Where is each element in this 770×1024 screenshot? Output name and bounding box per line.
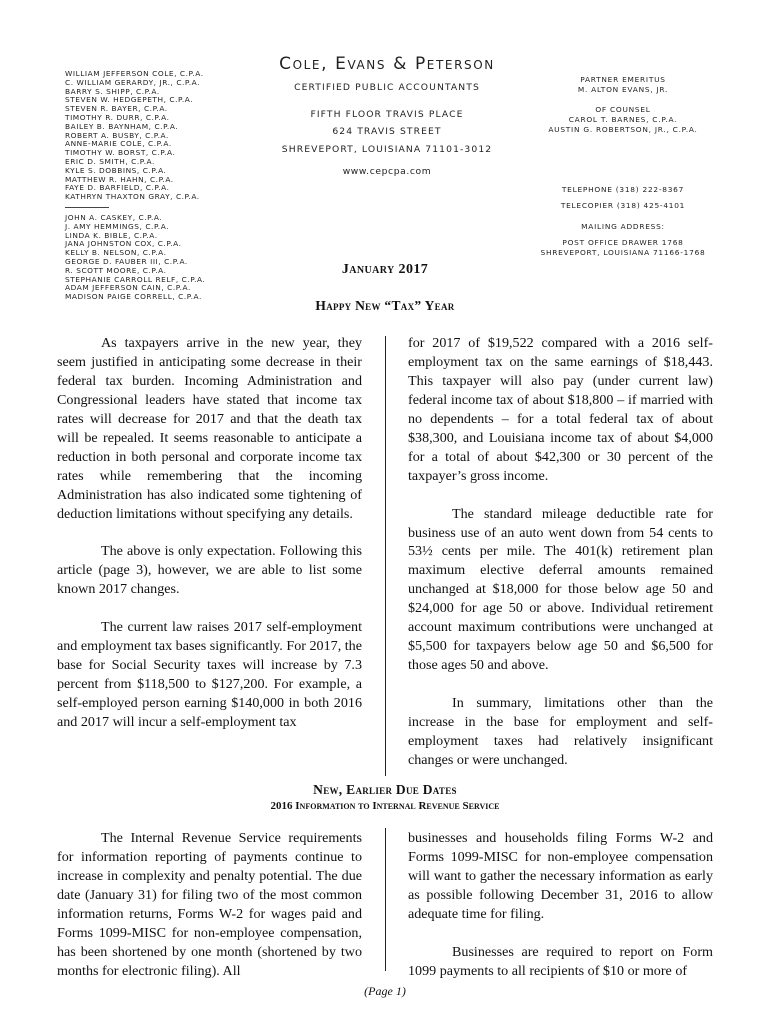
article-1-title: Happy New “Tax” Year xyxy=(315,298,455,313)
partner-name: MADISON PAIGE CORRELL, C.P.A. xyxy=(65,292,202,302)
partner-name: GEORGE D. FAUBER III, C.P.A. xyxy=(65,256,188,266)
mailing-title: MAILING ADDRESS: xyxy=(581,222,665,231)
partner-name: KYLE S. DOBBINS, C.P.A. xyxy=(65,165,167,175)
address-line-1: FIFTH FLOOR TRAVIS PLACE xyxy=(310,109,464,120)
paragraph: The above is only expectation. Following this article (page 3), however, we are able to list some known 2017 changes. xyxy=(57,543,362,598)
partner-name: LINDA K. BIBLE, C.P.A. xyxy=(65,230,158,240)
paragraph-continuation: for 2017 of $19,522 compared with a 2016 self-employment tax on the same earnings of $18,443. This taxpayer will also pay (under current law) federal income tax of about $18,800 – if married with no dependents – for a total federal tax of about $38,300, and Louisiana income tax of about $4,000 for a total of about $42,300 or 30 percent of the taxpayer’s gross income. xyxy=(408,335,713,484)
emeritus-name: M. ALTON EVANS, JR. xyxy=(577,84,669,94)
telephone: TELEPHONE (318) 222-8367 xyxy=(561,185,685,194)
paragraph-continuation: businesses and households filing Forms W-2 and Forms 1099-MISC for non-employee compensation will want to gather the necessary information as early as possible following December 31, 2016 to allow adequate time for filing. xyxy=(408,830,713,922)
partner-name: STEPHANIE CARROLL RELF, C.P.A. xyxy=(65,274,206,284)
article-2-right-column xyxy=(408,829,713,981)
partner-name: ROBERT A. BUSBY, C.P.A. xyxy=(65,130,169,140)
partner-name: BARRY S. SHIPP, C.P.A. xyxy=(65,86,160,96)
partner-name: STEVEN W. HEDGEPETH, C.P.A. xyxy=(65,95,194,105)
page-number: (Page 1) xyxy=(364,984,406,998)
article-2-title: New, Earlier Due Dates xyxy=(313,782,457,797)
emeritus-title: PARTNER EMERITUS xyxy=(580,75,666,84)
mailing-line-2: SHREVEPORT, LOUISIANA 71166-1768 xyxy=(540,247,706,257)
emeritus-block xyxy=(520,75,726,95)
paragraph: The Internal Revenue Service requirements for information reporting of payments continue to increase in complexity and penalty potential. The due date (January 31) for filing two of the most common information returns, Forms W-2 for wages paid and Forms 1099-MISC for non-employee compensation, has been shortened by one month (shortened by two months for electronic filing). All xyxy=(57,830,362,979)
telecopier: TELECOPIER (318) 425-4101 xyxy=(560,200,686,210)
mailing-line-1: POST OFFICE DRAWER 1768 xyxy=(562,237,684,247)
partner-name: WILLIAM JEFFERSON COLE, C.P.A. xyxy=(65,69,204,78)
partner-name: ADAM JEFFERSON CAIN, C.P.A. xyxy=(65,283,191,293)
address-line-2: 624 TRAVIS STREET xyxy=(332,126,442,137)
paragraph: Businesses are required to report on Form 1099 payments to all recipients of $10 or more of xyxy=(408,943,713,979)
column-divider xyxy=(385,336,386,776)
paragraph: In summary, limitations other than the increase in the base for employment and self-employment taxes had relatively insignificant changes or were unchanged. xyxy=(408,695,713,768)
date-heading: January 2017 xyxy=(341,262,429,277)
partner-divider xyxy=(65,207,109,208)
mailing-block xyxy=(520,222,726,257)
partner-name: TIMOTHY R. DURR, C.P.A. xyxy=(65,112,170,122)
partner-name: R. SCOTT MOORE, C.P.A. xyxy=(65,265,167,275)
paragraph: The current law raises 2017 self-employment and employment tax bases significantly. For 2017, the base for Social Security taxes will increase by 7.3 percent from $118,500 to $127,200. For example, a self-employed person earning $140,000 in both 2016 and 2017 will incur a self-employment tax xyxy=(57,619,362,731)
partner-name: JOHN A. CASKEY, C.P.A. xyxy=(65,212,163,222)
article-1-right-column xyxy=(408,334,713,770)
partner-name: ANNE-MARIE COLE, C.P.A. xyxy=(65,139,172,149)
partner-name: C. WILLIAM GERARDY, JR., C.P.A. xyxy=(65,77,201,87)
article-2-subtitle: 2016 Information to Internal Revenue Service xyxy=(270,800,500,812)
firm-website[interactable]: www.cepcpa.com xyxy=(342,166,432,177)
partner-name: STEVEN R. BAYER, C.P.A. xyxy=(65,104,168,114)
partner-name: KELLY B. NELSON, C.P.A. xyxy=(65,248,167,258)
article-1-left-column xyxy=(57,334,362,732)
contact-block xyxy=(520,185,726,211)
partner-name: JANA JOHNSTON COX, C.P.A. xyxy=(65,239,182,249)
firm-name: Cole, Evans & Peterson xyxy=(279,54,495,74)
article-2-left-column xyxy=(57,829,362,981)
firm-tagline: CERTIFIED PUBLIC ACCOUNTANTS xyxy=(294,82,480,93)
counsel-name: CAROL T. BARNES, C.P.A. xyxy=(568,114,678,124)
paragraph: As taxpayers arrive in the new year, they seem justified in anticipating some decrease in their federal tax burden. Incoming Administration and Congressional leaders have stated that income tax rates will decrease for 2017 and that the death tax will be repealed. It seems reasonable to anticipate a reduction in both personal and corporate income tax rates while remembering that the incoming Administration has also indicated some tightening of deduction limitations without specifying any details. xyxy=(57,335,362,522)
column-divider xyxy=(385,828,386,971)
counsel-block xyxy=(520,105,726,134)
partner-name: MATTHEW R. HAHN, C.P.A. xyxy=(65,174,174,184)
paragraph: The standard mileage deductible rate for business use of an auto went down from 54 cents to 53½ cents per mile. The 401(k) retirement plan maximum elective deferral amounts remained unchanged at $18,000 for those below age 50 and $24,000 for age 50 or above. Individual retirement account maximum contributions were unchanged at $5,500 for taxpayers below age 50 and $6,500 for those ages 50 and above. xyxy=(408,505,713,674)
partner-name: ERIC D. SMITH, C.P.A. xyxy=(65,156,155,166)
address-line-3: SHREVEPORT, LOUISIANA 71101-3012 xyxy=(281,144,493,155)
partner-list xyxy=(65,70,255,302)
partner-name: J. AMY HEMMINGS, C.P.A. xyxy=(65,221,170,231)
partner-name: BAILEY B. BAYNHAM, C.P.A. xyxy=(65,121,179,131)
partner-name: KATHRYN THAXTON GRAY, C.P.A. xyxy=(65,192,200,202)
partner-name: FAYE D. BARFIELD, C.P.A. xyxy=(65,183,170,193)
counsel-title: OF COUNSEL xyxy=(595,105,651,114)
partner-name: TIMOTHY W. BORST, C.P.A. xyxy=(65,148,176,158)
counsel-name: AUSTIN G. ROBERTSON, JR., C.P.A. xyxy=(548,124,698,134)
